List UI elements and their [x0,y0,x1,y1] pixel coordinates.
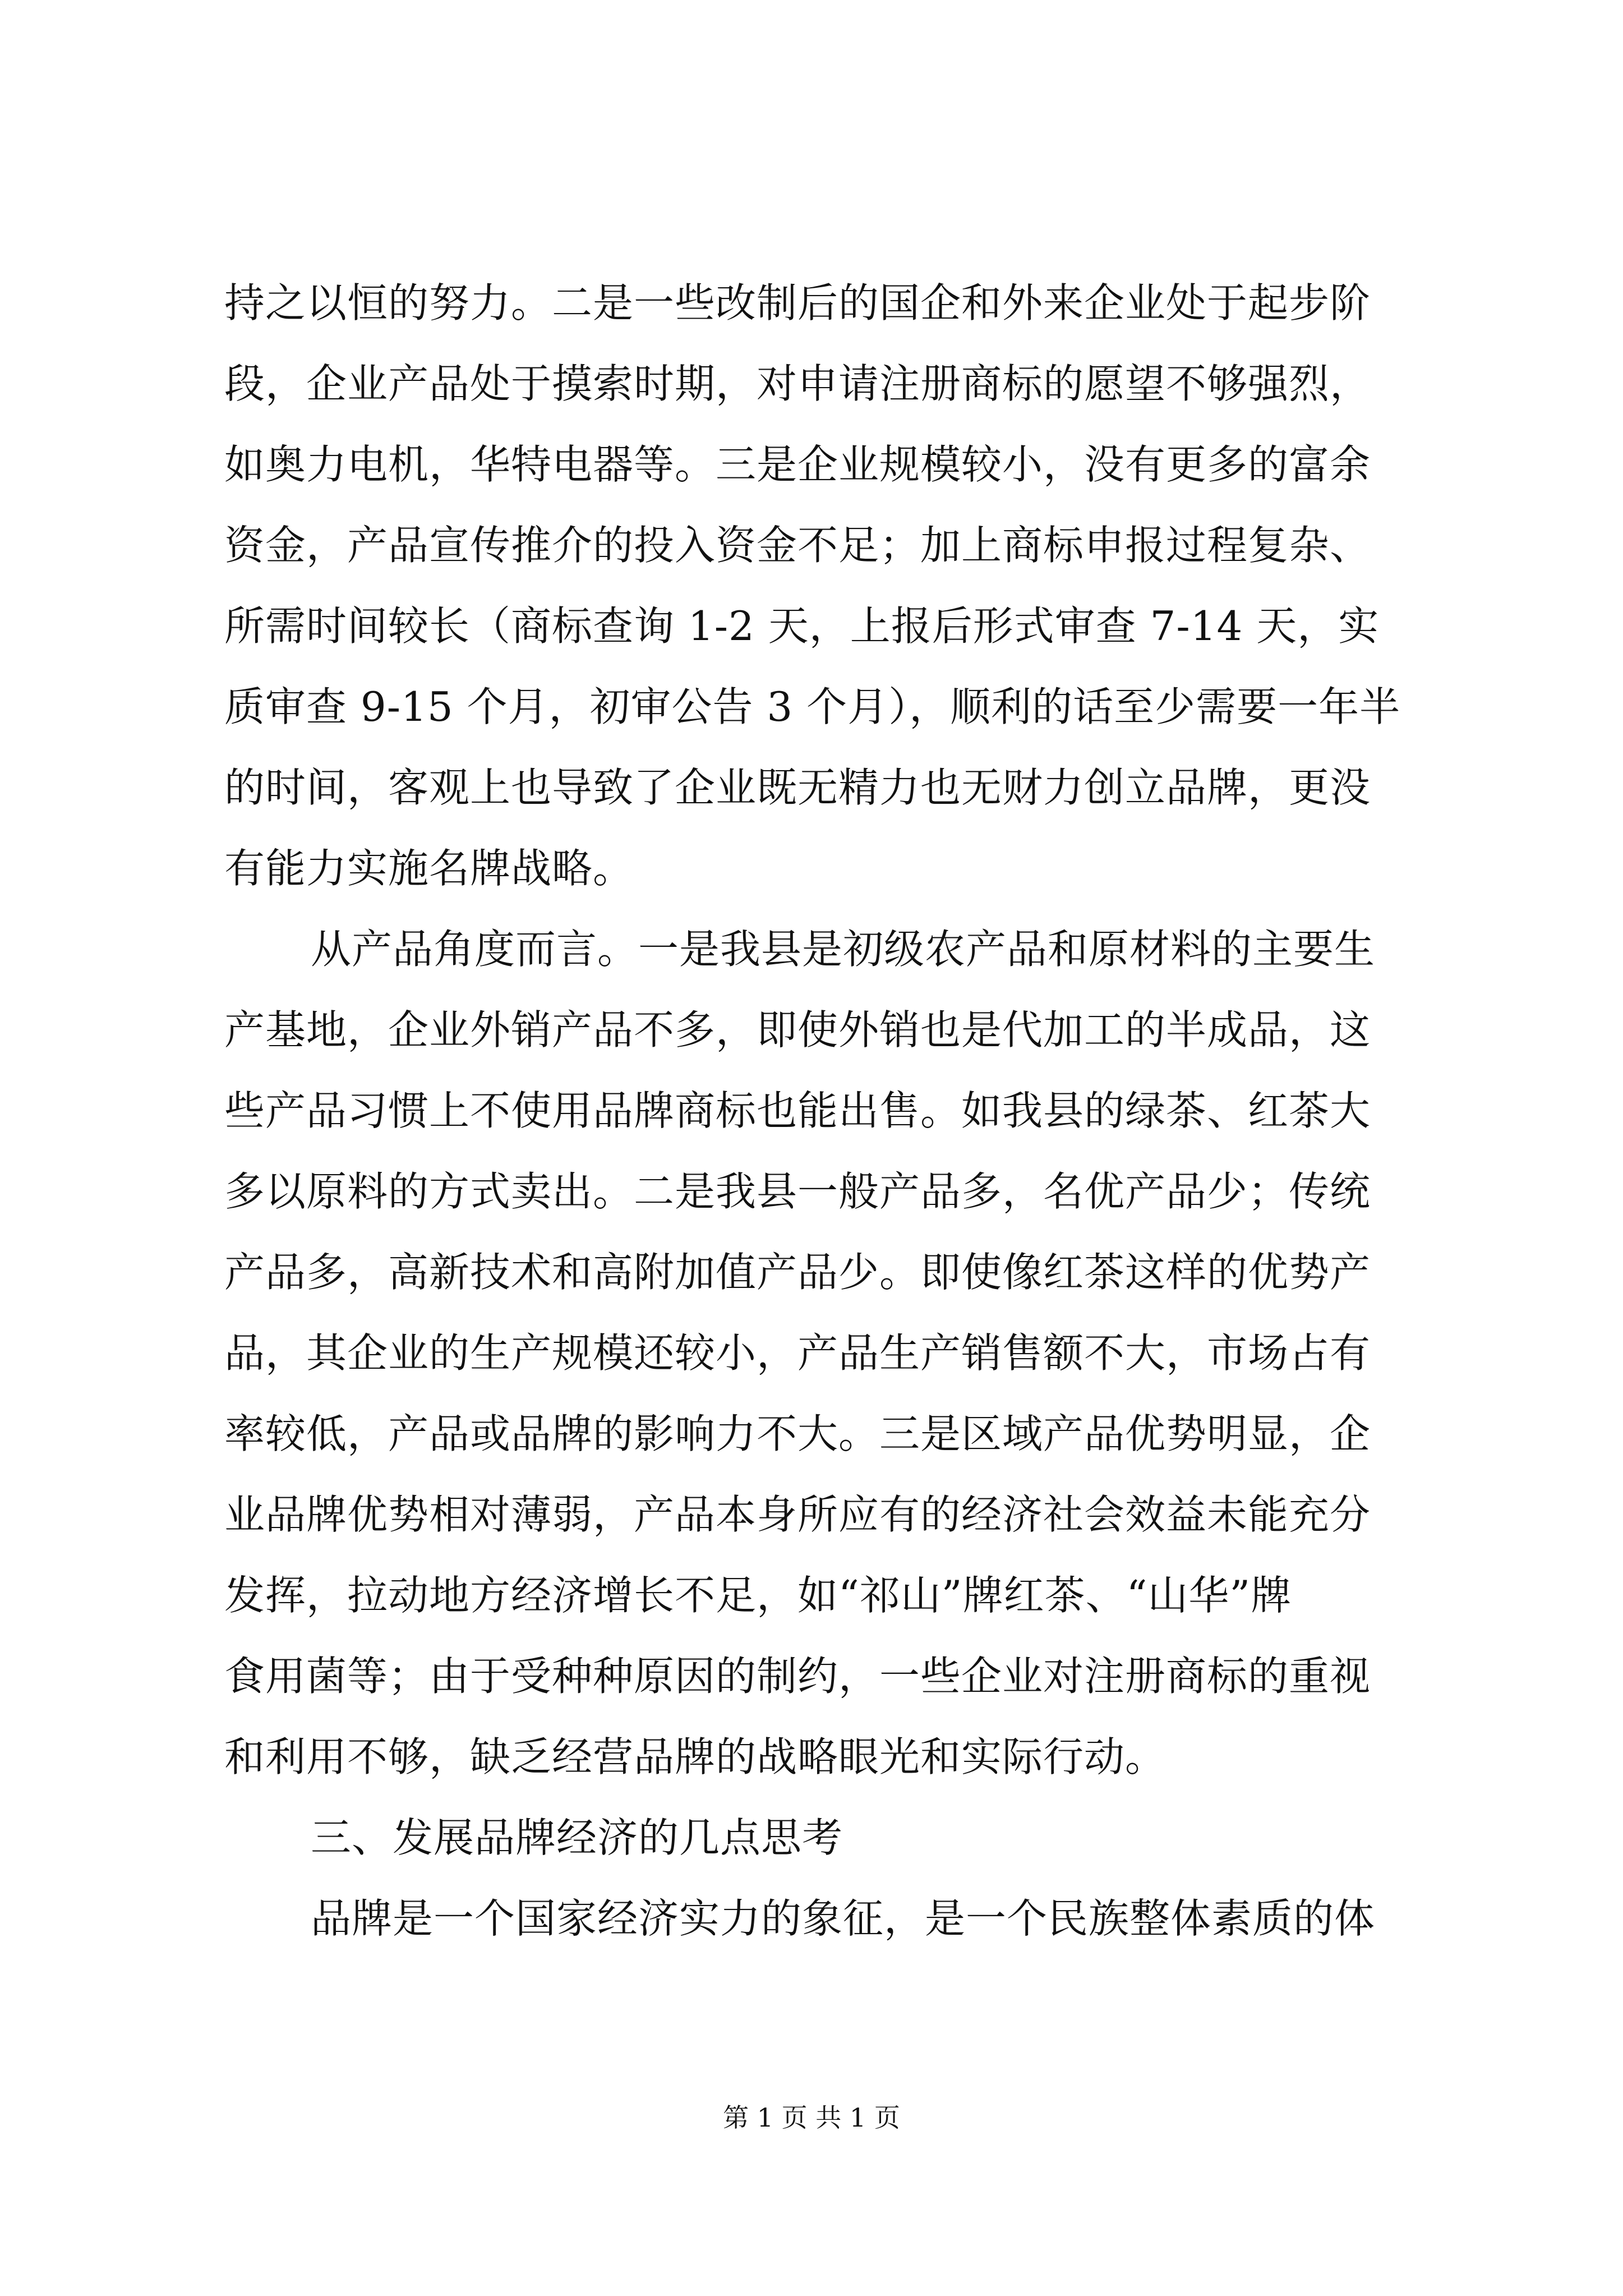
text-line: 段，企业产品处于摸索时期，对申请注册商标的愿望不够强烈， [224,360,1371,407]
text-line: 发挥，拉动地方经济增长不足，如“祁山”牌红茶、“山华”牌 [224,1572,1292,1619]
text-line: 产品多，高新技术和高附加值产品少。即使像红茶这样的优势产 [224,1249,1371,1296]
paragraph-first-line: 品牌是一个国家经济实力的象征，是一个民族整体素质的体 [311,1895,1376,1942]
page-footer: 第 1 页 共 1 页 [723,2102,900,2133]
text-line: 所需时间较长（商标查询 1-2 天，上报后形式审查 7-14 天，实 [224,602,1380,650]
text-line: 资金，产品宣传推介的投入资金不足；加上商标申报过程复杂、 [224,522,1371,569]
text-line: 多以原料的方式卖出。二是我县一般产品多，名优产品少；传统 [224,1168,1371,1215]
text-line: 食用菌等；由于受种种原因的制约，一些企业对注册商标的重视 [224,1653,1371,1700]
section-heading: 三、发展品牌经济的几点思考 [311,1814,843,1861]
text-line: 业品牌优势相对薄弱，产品本身所应有的经济社会效益未能充分 [224,1491,1371,1538]
text-line: 如奥力电机，华特电器等。三是企业规模较小，没有更多的富余 [224,441,1371,488]
text-line: 有能力实施名牌战略。 [224,845,634,892]
text-line: 的时间，客观上也导致了企业既无精力也无财力创立品牌，更没 [224,764,1371,811]
text-line: 些产品习惯上不使用品牌商标也能出售。如我县的绿茶、红茶大 [224,1087,1371,1134]
text-line: 产基地，企业外销产品不多，即使外销也是代加工的半成品，这 [224,1006,1371,1053]
paragraph-first-line: 从产品角度而言。一是我县是初级农产品和原材料的主要生 [311,926,1376,973]
text-line: 和利用不够，缺乏经营品牌的战略眼光和实际行动。 [224,1733,1166,1780]
text-line: 质审查 9-15 个月，初审公告 3 个月），顺利的话至少需要一年半 [224,683,1401,730]
text-line: 率较低，产品或品牌的影响力不大。三是区域产品优势明显，企 [224,1410,1371,1457]
text-line: 品，其企业的生产规模还较小，产品生产销售额不大，市场占有 [224,1329,1371,1377]
document-body [224,263,1430,1959]
text-line: 持之以恒的努力。二是一些改制后的国企和外来企业处于起步阶 [224,279,1371,326]
